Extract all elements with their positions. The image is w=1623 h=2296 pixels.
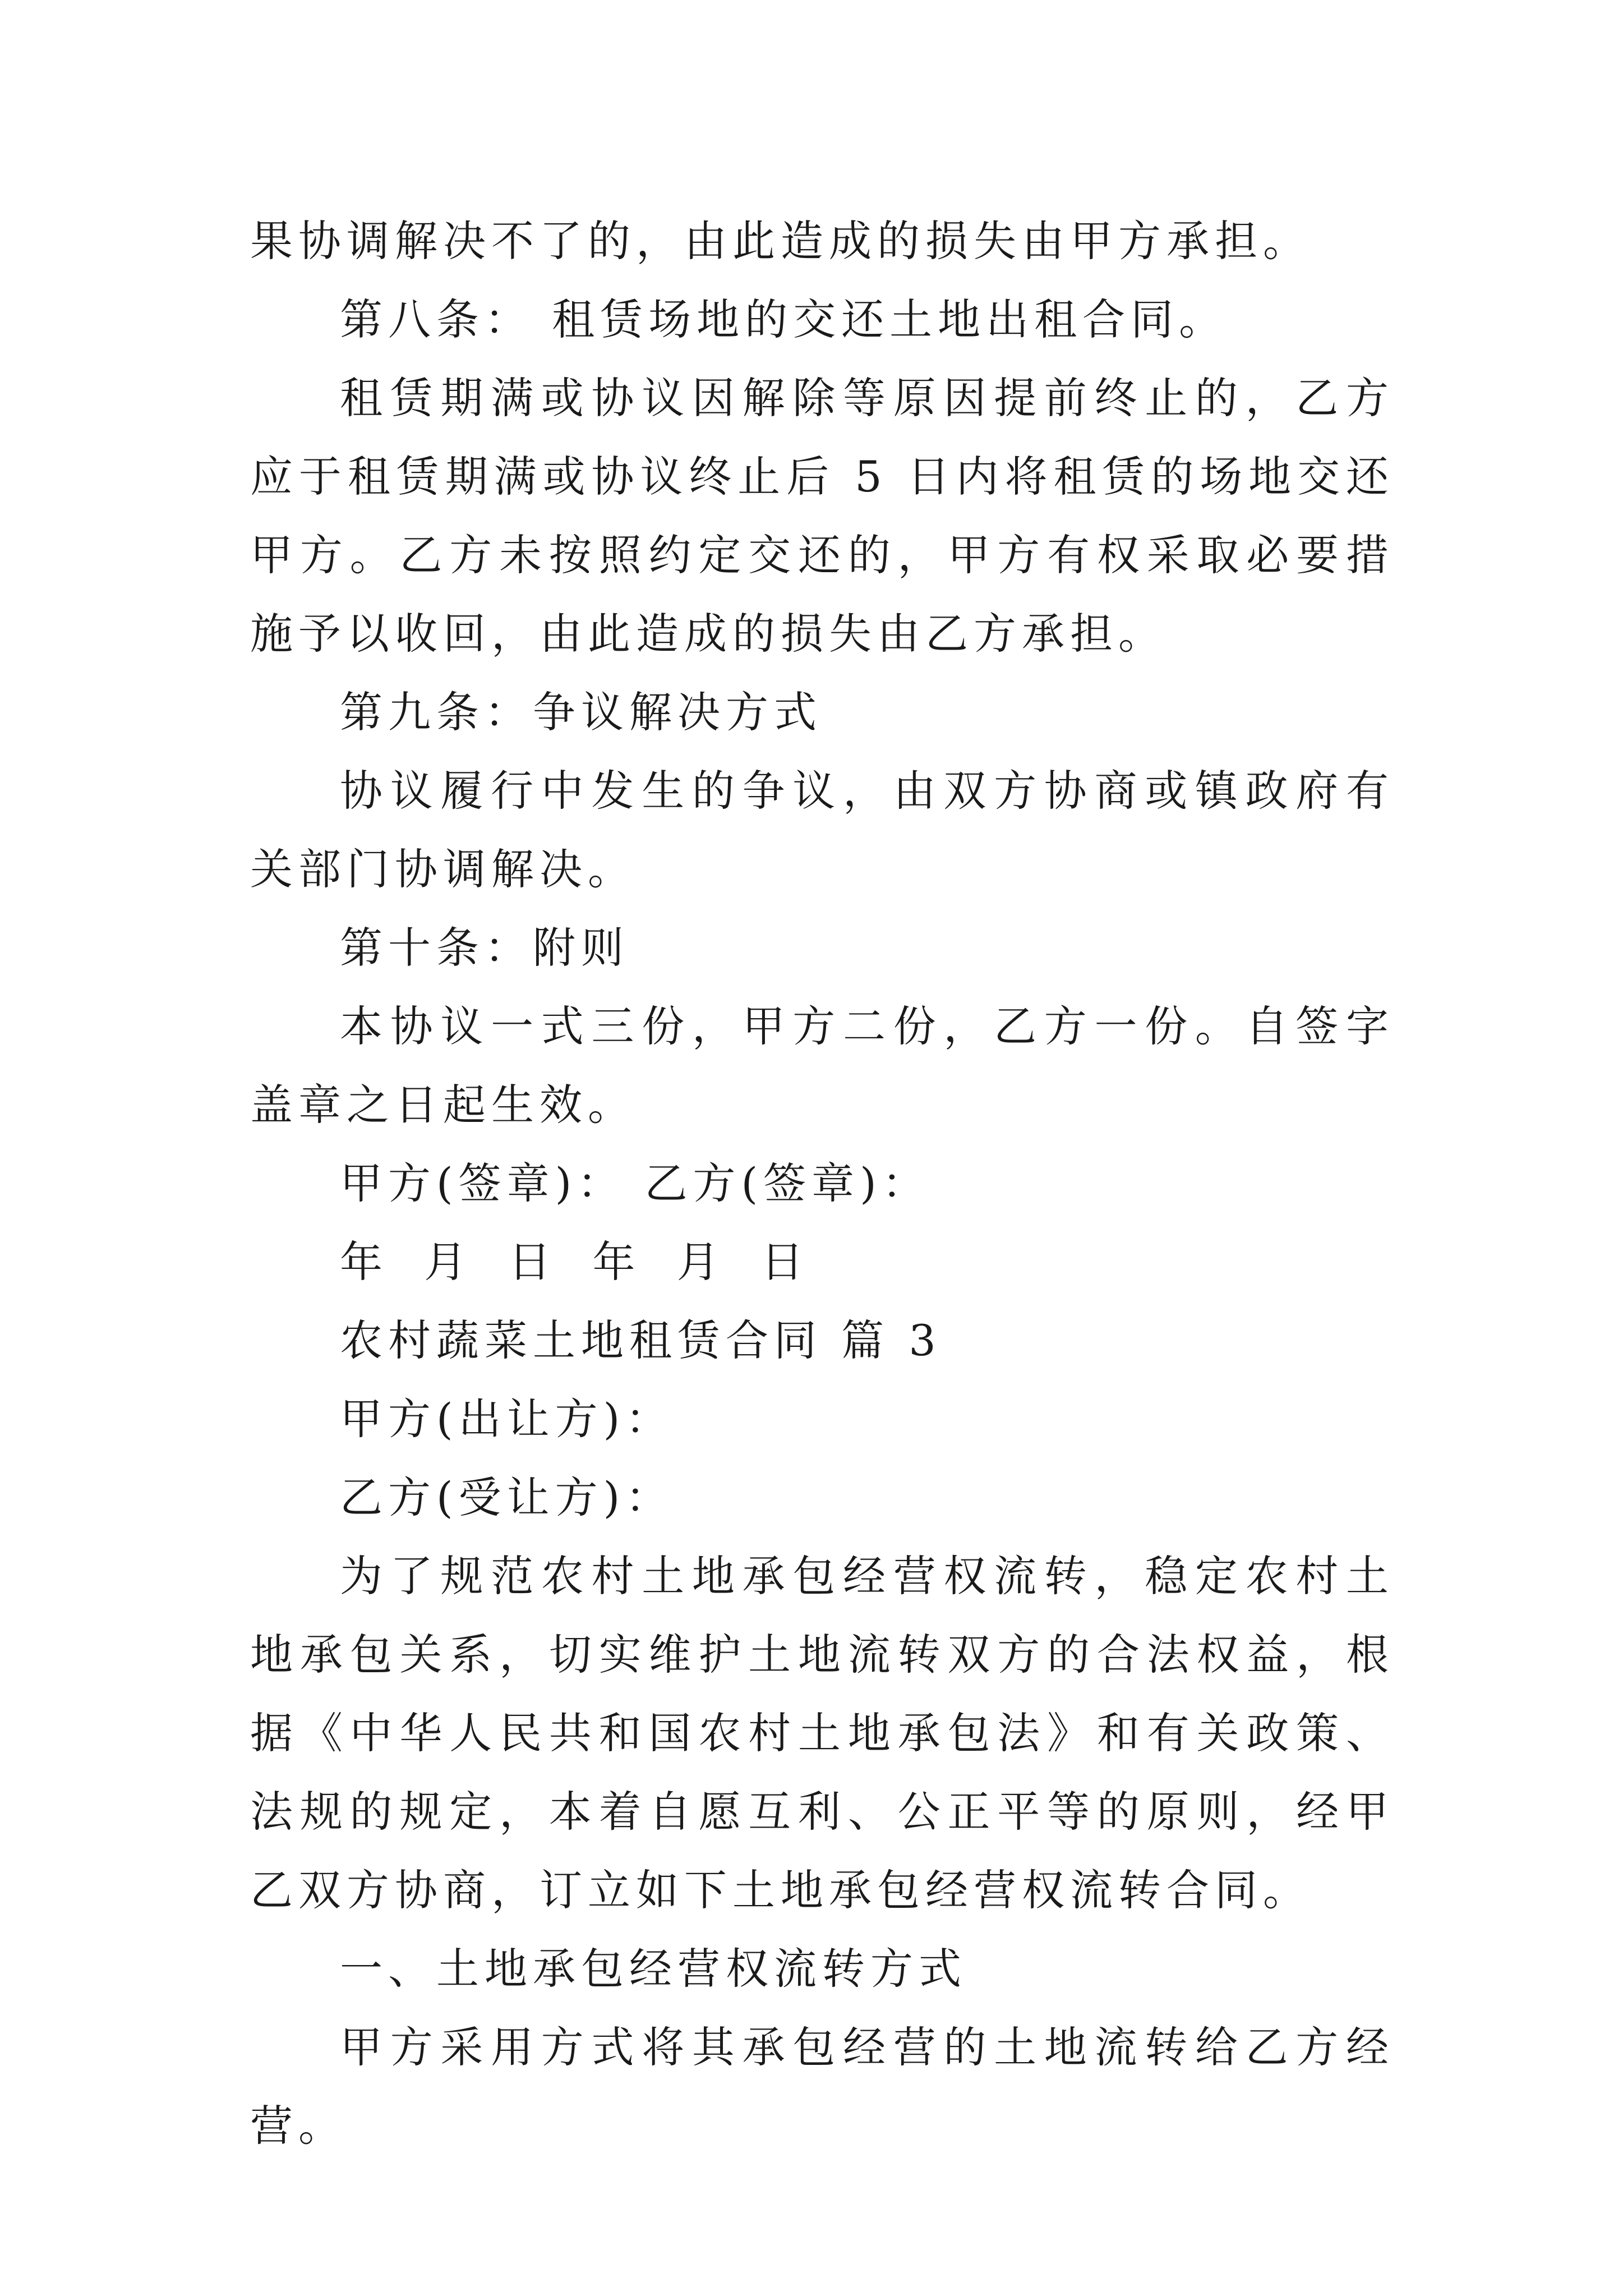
paragraph-site-return: 租赁期满或协议因解除等原因提前终止的，乙方应于租赁期满或协议终止后 5 日内将租赁的场地交还甲方。乙方未按照约定交还的，甲方有权采取必要措施予以收回，由此造成的损失由乙方承担。 [250,373,1394,659]
contract-title-part-3: 农村蔬菜土地租赁合同 篇 3 [340,1315,942,1365]
date-line: 年 月 日 年 月 日 [340,1237,809,1287]
party-a-transferor: 甲方(出让方)： [340,1394,674,1444]
signature-line: 甲方(签章)： 乙方(签章)： [340,1158,930,1208]
paragraph-dispute-resolution: 协议履行中发生的争议，由双方协商或镇政府有关部门协调解决。 [250,766,1394,894]
paragraph-transfer-method: 甲方采用方式将其承包经营的土地流转给乙方经营。 [250,2022,1394,2151]
paragraph-copies-effective: 本协议一式三份，甲方二份，乙方一份。自签字盖章之日起生效。 [250,1001,1394,1130]
paragraph-loss-borne-party-a: 果协调解决不了的，由此造成的损失由甲方承担。 [250,216,1311,266]
section-1-heading: 一、土地承包经营权流转方式 [340,1944,967,1994]
document-body [250,202,1394,2165]
article-8-heading: 第八条： 租赁场地的交还土地出租合同。 [340,295,1228,344]
paragraph-preamble: 为了规范农村土地承包经营权流转，稳定农村土地承包关系，切实维护土地流转双方的合法权益，根据《中华人民共和国农村土地承包法》和有关政策、法规的规定，本着自愿互利、公正平等的原则，经甲乙双方协商，订立如下土地承包经营权流转合同。 [250,1551,1394,1915]
party-b-transferee: 乙方(受让方)： [340,1473,674,1522]
article-10-heading: 第十条：附则 [340,923,629,973]
article-9-heading: 第九条：争议解决方式 [340,687,822,737]
